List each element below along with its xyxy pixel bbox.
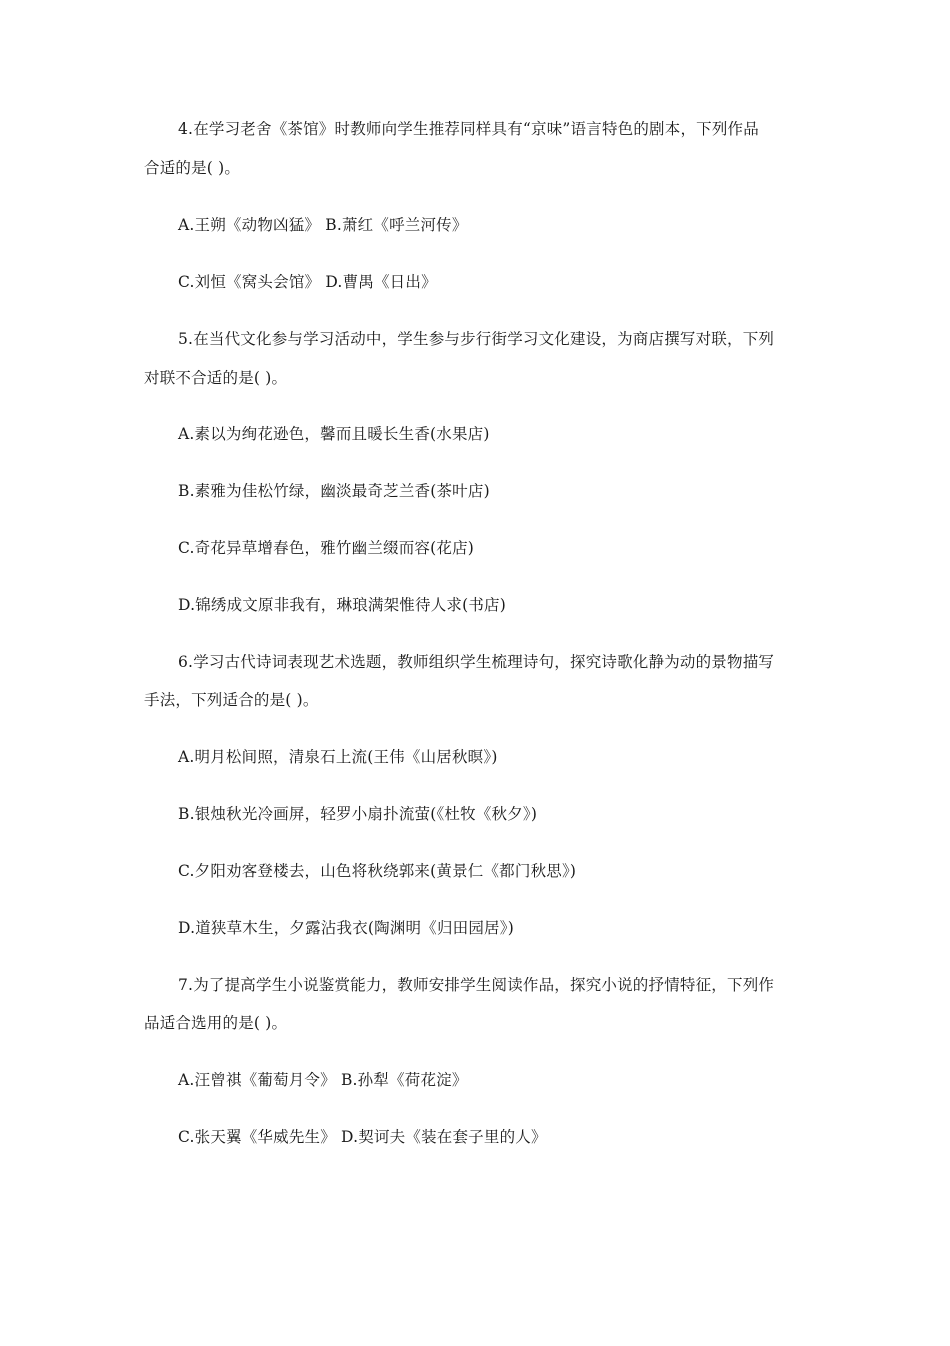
question-6-option-c: C.夕阳劝客登楼去，山色将秋绕郭来(黄景仁《都门秋思》) [178, 862, 577, 880]
question-4-option-ab: A.王朔《动物凶猛》 B.萧红《呼兰河传》 [178, 216, 468, 234]
question-5-stem-line-1: 5.在当代文化参与学习活动中，学生参与步行街学习文化建设，为商店撰写对联，下列 [178, 330, 775, 348]
question-7-stem-line-2: 品适合选用的是( )。 [144, 1014, 288, 1032]
question-6-option-d: D.道狭草木生，夕露沾我衣(陶渊明《归田园居》) [178, 919, 514, 937]
question-7-option-ab: A.汪曾祺《葡萄月令》 B.孙犁《荷花淀》 [178, 1071, 468, 1089]
question-5-stem-line-2: 对联不合适的是( )。 [144, 369, 288, 387]
question-6-option-b: B.银烛秋光冷画屏，轻罗小扇扑流萤(《杜牧《秋夕》) [178, 805, 538, 823]
question-5-option-b: B.素雅为佳松竹绿，幽淡最奇芝兰香(茶叶店) [178, 482, 490, 500]
question-6-stem-line-2: 手法，下列适合的是( )。 [144, 691, 319, 709]
question-4-stem-line-2: 合适的是( )。 [144, 159, 241, 177]
question-5-option-a: A.素以为绚花逊色，馨而且暖长生香(水果店) [178, 425, 490, 443]
question-7-option-cd: C.张天翼《华威先生》 D.契诃夫《装在套子里的人》 [178, 1128, 547, 1146]
question-5-option-d: D.锦绣成文原非我有，琳琅满架惟待人求(书店) [178, 596, 506, 614]
question-5-option-c: C.奇花异草增春色，雅竹幽兰缀而容(花店) [178, 539, 475, 557]
question-7-stem-line-1: 7.为了提高学生小说鉴赏能力，教师安排学生阅读作品，探究小说的抒情特征，下列作 [178, 976, 775, 994]
question-6-option-a: A.明月松间照，清泉石上流(王伟《山居秋暝》) [178, 748, 498, 766]
question-4-option-cd: C.刘恒《窝头会馆》 D.曹禺《日出》 [178, 273, 437, 291]
question-6-stem-line-1: 6.学习古代诗词表现艺术选题，教师组织学生梳理诗句，探究诗歌化静为动的景物描写 [178, 653, 775, 671]
question-4-stem-line-1: 4.在学习老舍《茶馆》时教师向学生推荐同样具有“京味”语言特色的剧本，下列作品 [178, 120, 759, 138]
